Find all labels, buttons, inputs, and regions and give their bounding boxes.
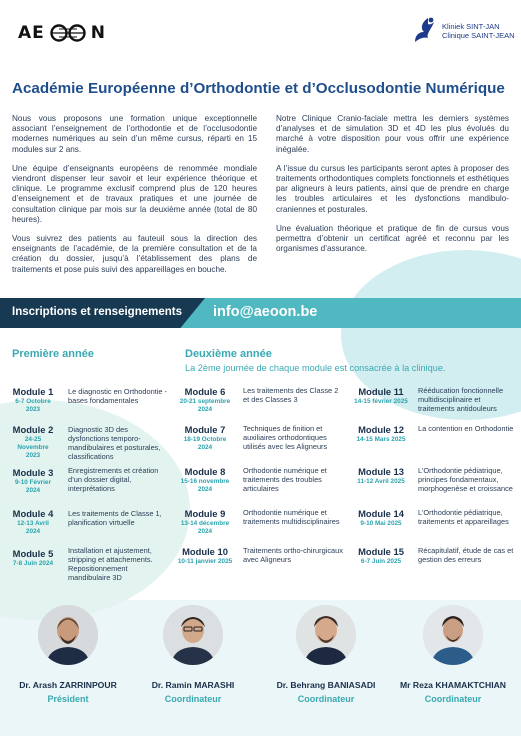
team-member-role: Président	[47, 694, 89, 704]
avatar	[163, 605, 223, 665]
module-6-description: Les traitements des Classe 2 et des Classes 3	[243, 386, 339, 404]
intro-left-column	[12, 114, 257, 284]
module-2: Module 2 24-25 Novembre 2023	[12, 424, 54, 459]
module-8: Module 8 15-16 novembre 2024	[180, 466, 230, 493]
module-4-description: Les traitements de Classe 1, planification virtuelle	[68, 509, 162, 527]
team-member-name: Dr. Ramin MARASHI	[151, 680, 235, 690]
intro-paragraph: Nous vous proposons une formation unique exceptionnelle associant l’enseignement de l’orthodontie et de l’occlusodontie modernes numériques au sein d’un même cursus, réparti en 15 modules sur 2 ans.	[12, 114, 257, 154]
team-member-name: Dr. Arash ZARRINPOUR	[19, 680, 117, 690]
module-15: Module 15 6-7 Juin 2025	[358, 546, 404, 565]
module-2-description: Diagnostic 3D des dysfonctions temporo-mandibulaires et posturales, classifications	[68, 425, 161, 461]
module-6: Module 6 20-21 septembre 2024	[179, 386, 231, 413]
module-12: Module 12 14-15 Mars 2025	[356, 424, 406, 443]
team-member-role: Coordinateur	[424, 694, 482, 704]
module-10-description: Traitements ortho-chirurgicaux avec Aligneurs	[243, 546, 343, 564]
team-member	[266, 605, 386, 704]
saint-jean-emblem-icon	[412, 16, 438, 46]
registration-banner	[0, 298, 521, 328]
team-member-name: Mr Reza KHAMAKTCHIAN	[400, 680, 506, 690]
aeoon-logo	[18, 24, 106, 42]
intro-right-column	[276, 114, 509, 263]
logo-text: N	[90, 23, 107, 43]
module-9: Module 9 13-14 décembre 2024	[180, 508, 230, 535]
module-5-description: Installation et ajustement, stripping et attachements. Repositionnement mandibulaire 3D	[68, 546, 153, 582]
module-3: Module 3 9-10 Février 2024	[12, 467, 54, 494]
module-9-description: Orthodontie numérique et traitements multidisciplinaires	[243, 508, 340, 526]
year2-subtitle: La 2ème journée de chaque module est consacrée à la clinique.	[185, 363, 446, 373]
team-member-name: Dr. Behrang BANIASADI	[276, 680, 376, 690]
logo-text: AE	[18, 23, 45, 43]
team-member	[8, 605, 128, 704]
avatar	[423, 605, 483, 665]
module-11-description: Rééducation fonctionnelle multidisciplinaire et traitements antidouleurs	[418, 386, 504, 413]
module-13: Module 13 11-12 Avril 2025	[357, 466, 405, 485]
module-10: Module 10 10-11 janvier 2025	[177, 546, 233, 565]
avatar	[38, 605, 98, 665]
team-member	[393, 605, 513, 704]
team-member	[133, 605, 253, 704]
module-12-description: La contention en Orthodontie	[418, 424, 514, 433]
intro-paragraph: Une évaluation théorique et pratique de fin de cursus vous permettra d’obtenir un certificat agréé et reconnu par les organismes d’assurance.	[276, 223, 509, 254]
module-4: Module 4 12-13 Avril 2024	[12, 508, 54, 535]
module-1-description: Le diagnostic en Orthodontie - bases fondamentales	[68, 387, 168, 405]
partner-name-nl: Kliniek SINT-JAN	[442, 22, 500, 31]
intro-paragraph: Notre Clinique Cranio-faciale mettra les derniers systèmes d’analyses et de simulation 3D et 4D les plus évolués du marché à votre disposition pour vous offrir une expérience inégalée.	[276, 114, 509, 154]
team-member-role: Coordinateur	[297, 694, 355, 704]
partner-name-fr: Clinique SAINT-JEAN	[442, 31, 515, 40]
intro-paragraph: Une équipe d’enseignants européens de renommée mondiale viendront dispenser leur savoir et leur expérience théorique et clinique. Le programme exclusif comprend plus de 120 heures d’enseignement et de travaux pratiques et une journée de consultation clinique par mois sur la deuxième année (total de 80 heures).	[12, 163, 257, 224]
module-3-description: Enregistrements et création d’un dossier digital, interprétations	[68, 466, 159, 493]
page-title: Académie Européenne d’Orthodontie et d’Occlusodontie Numérique	[12, 80, 505, 97]
module-14-description: L’Orthodontie pédiatrique, traitements et appareillages	[418, 508, 509, 526]
module-13-description: L’Orthodontie pédiatrique, principes fondamentaux, morphogenèse et croissance	[418, 466, 513, 493]
team-member-role: Coordinateur	[164, 694, 222, 704]
saint-jean-logo	[412, 16, 515, 46]
module-5: Module 5 7-8 Juin 2024	[12, 548, 54, 567]
module-7: Module 7 18-19 Octobre 2024	[183, 424, 227, 451]
year1-heading: Première année	[12, 348, 94, 360]
contact-email-link[interactable]: info@aeoon.be	[213, 304, 318, 320]
module-8-description: Orthodontie numérique et traitements des troubles articulaires	[243, 466, 327, 493]
module-7-description: Techniques de finition et auxiliaires orthodontiques utilisés avec les Aligneurs	[243, 424, 328, 451]
module-1: Module 1 6-7 Octobre 2023	[12, 386, 54, 413]
module-15-description: Récapitulatif, étude de cas et gestion des erreurs	[418, 546, 514, 564]
avatar	[296, 605, 356, 665]
intro-paragraph: A l’issue du cursus les participants seront aptes à proposer des traitements orthodontiques complets fonctionnels et esthétiques par aligneurs à leurs patients, ainsi que de prendre en charge les troubles articulaires et les dysfonctions mandibulo-craniennes et posturales.	[276, 163, 509, 214]
year2-heading: Deuxième année	[185, 348, 272, 360]
intro-paragraph: Vous suivrez des patients au fauteuil sous la direction des enseignants de l’académie, de la première consultation et de la création du dossier, jusqu’à l’établissement des plans de traitements et pose puis suivi des appareillages en bouche.	[12, 234, 257, 274]
registration-label: Inscriptions et renseignements	[12, 306, 182, 318]
module-14: Module 14 9-10 Mai 2025	[358, 508, 404, 527]
module-11: Module 11 14-15 février 2025	[354, 386, 408, 405]
logo-double-o-icon	[46, 24, 90, 42]
